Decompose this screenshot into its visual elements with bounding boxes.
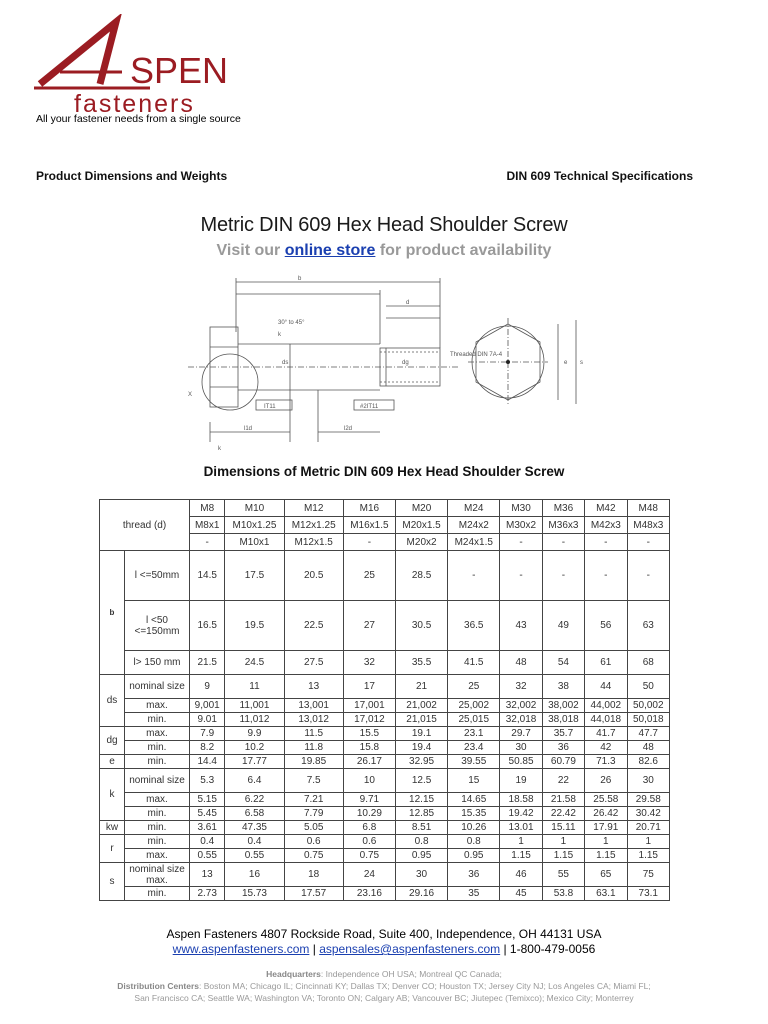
email-link[interactable]: aspensales@aspenfasteners.com — [319, 942, 501, 956]
thread-cell: M48 — [627, 500, 669, 517]
table-cell: 13,012 — [284, 713, 343, 727]
table-row — [100, 699, 670, 713]
table-cell: 24.5 — [225, 651, 284, 675]
dim-label-l1d: l1d — [244, 426, 253, 432]
table-cell: 75 — [627, 863, 669, 887]
row-label: min. — [125, 887, 190, 901]
tagline: All your fastener needs from a single source — [36, 113, 241, 125]
thread-cell: M10x1 — [225, 534, 284, 551]
table-row — [100, 863, 670, 887]
table-cell: 35.7 — [542, 727, 584, 741]
table-cell: 22.42 — [542, 807, 584, 821]
group-label: r — [100, 835, 125, 863]
table-cell: 35.5 — [395, 651, 447, 675]
table-cell: 14.5 — [190, 551, 225, 601]
table-cell: 1.15 — [500, 849, 542, 863]
table-cell: 44,018 — [585, 713, 627, 727]
table-cell: 0.6 — [284, 835, 343, 849]
table-cell: 23.1 — [448, 727, 500, 741]
detail-label-x: X — [188, 392, 193, 398]
table-row — [100, 887, 670, 901]
table-cell: 46 — [500, 863, 542, 887]
row-label: l> 150 mm — [125, 651, 190, 675]
table-cell: 22.5 — [284, 601, 343, 651]
thread-cell: M16x1.5 — [343, 517, 395, 534]
thread-cell: - — [500, 534, 542, 551]
table-cell: 3.61 — [190, 821, 225, 835]
table-cell: 36 — [448, 863, 500, 887]
table-cell: 38 — [542, 675, 584, 699]
table-cell: 16 — [225, 863, 284, 887]
table-cell: 15.35 — [448, 807, 500, 821]
table-cell: 25.58 — [585, 793, 627, 807]
page-title: Metric DIN 609 Hex Head Shoulder Screw — [200, 214, 568, 236]
table-cell: 17.5 — [225, 551, 284, 601]
table-cell: 48 — [627, 741, 669, 755]
table-cell: 2.73 — [190, 887, 225, 901]
table-cell: 0.95 — [448, 849, 500, 863]
table-cell: 25,015 — [448, 713, 500, 727]
table-row — [100, 551, 670, 601]
row-label: max. — [125, 849, 190, 863]
table-cell: 17.77 — [225, 755, 284, 769]
table-cell: 63.1 — [585, 887, 627, 901]
table-row — [100, 651, 670, 675]
tolerance-2it11: #2IT11 — [360, 404, 379, 410]
table-cell: 0.8 — [395, 835, 447, 849]
table-cell: 5.05 — [284, 821, 343, 835]
table-cell: 1 — [585, 835, 627, 849]
table-cell: 0.75 — [343, 849, 395, 863]
logo-word: SPEN — [130, 50, 229, 91]
table-cell: 32,018 — [500, 713, 542, 727]
row-label: l <=50mm — [125, 551, 190, 601]
table-row — [100, 807, 670, 821]
footer-address: Aspen Fasteners 4807 Rockside Road, Suite 400, Independence, OH 44131 USA — [166, 927, 602, 941]
row-label: max. — [125, 727, 190, 741]
thread-cell: M16 — [343, 500, 395, 517]
table-cell: 14.65 — [448, 793, 500, 807]
table-cell: 13,001 — [284, 699, 343, 713]
thread-row — [100, 500, 670, 517]
table-cell: 6.58 — [225, 807, 284, 821]
table-cell: 16.5 — [190, 601, 225, 651]
thread-cell: M24x2 — [448, 517, 500, 534]
table-cell: 1.15 — [585, 849, 627, 863]
row-label: nominal size — [125, 769, 190, 793]
table-cell: 15.5 — [343, 727, 395, 741]
table-cell: 23.4 — [448, 741, 500, 755]
row-label: l <50 <=150mm — [125, 601, 190, 651]
thread-cell: M30x2 — [500, 517, 542, 534]
thread-cell: M12x1.25 — [284, 517, 343, 534]
table-cell: 32.95 — [395, 755, 447, 769]
table-cell: - — [585, 551, 627, 601]
table-cell: 21.58 — [542, 793, 584, 807]
table-cell: 24 — [343, 863, 395, 887]
thread-cell: - — [190, 534, 225, 551]
table-cell: 19.4 — [395, 741, 447, 755]
table-row — [100, 835, 670, 849]
thread-cell: M8x1 — [190, 517, 225, 534]
table-cell: 9.9 — [225, 727, 284, 741]
table-cell: 17,001 — [343, 699, 395, 713]
table-cell: 11.8 — [284, 741, 343, 755]
thread-cell: M10x1.25 — [225, 517, 284, 534]
footer-contact — [0, 942, 768, 956]
table-cell: 56 — [585, 601, 627, 651]
table-cell: 53.8 — [542, 887, 584, 901]
thread-cell: M36 — [542, 500, 584, 517]
footer-headquarters — [0, 969, 768, 979]
thread-cell: M20x2 — [395, 534, 447, 551]
thread-cell: M30 — [500, 500, 542, 517]
table-cell: 36.5 — [448, 601, 500, 651]
table-cell: 30 — [500, 741, 542, 755]
table-cell: 30 — [395, 863, 447, 887]
table-cell: 11,001 — [225, 699, 284, 713]
group-label: b — [100, 551, 125, 675]
row-label: min. — [125, 713, 190, 727]
table-cell: 30 — [627, 769, 669, 793]
table-cell: 82.6 — [627, 755, 669, 769]
table-cell: 45 — [500, 887, 542, 901]
table-cell: 50 — [627, 675, 669, 699]
technical-drawing — [168, 272, 598, 454]
thread-cell: M24 — [448, 500, 500, 517]
dim-label-k2: k — [278, 332, 281, 338]
table-cell: 17.57 — [284, 887, 343, 901]
table-cell: 0.55 — [190, 849, 225, 863]
thread-label: thread (d) — [100, 500, 190, 551]
table-cell: 41.7 — [585, 727, 627, 741]
row-label: nominal size — [125, 675, 190, 699]
table-cell: 0.55 — [225, 849, 284, 863]
header-right: DIN 609 Technical Specifications — [506, 169, 693, 183]
table-cell: 23.16 — [343, 887, 395, 901]
table-cell: 28.5 — [395, 551, 447, 601]
table-cell: 9.01 — [190, 713, 225, 727]
visit-suffix: for product availability — [375, 242, 552, 259]
table-cell: 29.16 — [395, 887, 447, 901]
table-cell: 32 — [500, 675, 542, 699]
table-cell: 13 — [190, 863, 225, 887]
table-cell: 14.4 — [190, 755, 225, 769]
table-cell: - — [500, 551, 542, 601]
thread-cell: - — [585, 534, 627, 551]
table-cell: 20.5 — [284, 551, 343, 601]
table-cell: 26.17 — [343, 755, 395, 769]
table-cell: 5.45 — [190, 807, 225, 821]
table-cell: 47.35 — [225, 821, 284, 835]
table-cell: 15.73 — [225, 887, 284, 901]
footer-phone: | 1-800-479-0056 — [500, 942, 596, 956]
row-label: min. — [125, 821, 190, 835]
table-row — [100, 601, 670, 651]
table-cell: 0.4 — [225, 835, 284, 849]
table-cell: 42 — [585, 741, 627, 755]
table-cell: 26.42 — [585, 807, 627, 821]
online-store-link[interactable]: online store — [284, 242, 376, 259]
table-row — [100, 793, 670, 807]
table-cell: 1.15 — [542, 849, 584, 863]
thread-cell: - — [343, 534, 395, 551]
row-label: nominal size max. — [125, 863, 190, 887]
table-cell: 9.71 — [343, 793, 395, 807]
table-cell: 41.5 — [448, 651, 500, 675]
table-cell: 73.1 — [627, 887, 669, 901]
thread-cell: M12x1.5 — [284, 534, 343, 551]
table-row — [100, 727, 670, 741]
table-cell: 38,002 — [542, 699, 584, 713]
table-cell: 65 — [585, 863, 627, 887]
table-cell: 21,015 — [395, 713, 447, 727]
table-cell: 15.11 — [542, 821, 584, 835]
table-cell: 26 — [585, 769, 627, 793]
table-cell: 1 — [627, 835, 669, 849]
table-cell: 10 — [343, 769, 395, 793]
visit-prefix: Visit our — [216, 242, 285, 259]
table-cell: 12.85 — [395, 807, 447, 821]
table-cell: - — [542, 551, 584, 601]
table-cell: 27.5 — [284, 651, 343, 675]
table-cell: 39.55 — [448, 755, 500, 769]
thread-cell: M24x1.5 — [448, 534, 500, 551]
dim-label-b: b — [298, 276, 302, 282]
row-label: max. — [125, 793, 190, 807]
thread-cell: - — [627, 534, 669, 551]
table-cell: 18 — [284, 863, 343, 887]
table-cell: - — [627, 551, 669, 601]
footer-sep: | — [309, 942, 320, 956]
table-cell: 29.7 — [500, 727, 542, 741]
dimensions-table — [99, 499, 670, 901]
dim-label-d: d — [406, 300, 410, 306]
thread-cell: M48x3 — [627, 517, 669, 534]
table-cell: 9,001 — [190, 699, 225, 713]
table-cell: 25,002 — [448, 699, 500, 713]
table-cell: 11 — [225, 675, 284, 699]
table-cell: 7.9 — [190, 727, 225, 741]
dim-label-l2d: l2d — [344, 426, 353, 432]
table-cell: 27 — [343, 601, 395, 651]
table-cell: 13 — [284, 675, 343, 699]
table-cell: 0.8 — [448, 835, 500, 849]
table-cell: - — [448, 551, 500, 601]
table-cell: 50.85 — [500, 755, 542, 769]
chamfer-note: 30° to 45° — [278, 320, 305, 326]
table-cell: 1 — [542, 835, 584, 849]
table-cell: 18.58 — [500, 793, 542, 807]
thread-cell: M20 — [395, 500, 447, 517]
table-cell: 71.3 — [585, 755, 627, 769]
thread-cell: M8 — [190, 500, 225, 517]
group-label: e — [100, 755, 125, 769]
table-cell: 36 — [542, 741, 584, 755]
footer-distribution-2: San Francisco CA; Seattle WA; Washington VA; Toronto ON; Calgary AB; Vancouver BC; Jiutepec (Temixco); Mexico City; Monterrey — [134, 993, 634, 1003]
dc-label: Distribution Centers — [117, 981, 199, 991]
row-label: min. — [125, 807, 190, 821]
group-label: kw — [100, 821, 125, 835]
table-cell: 0.75 — [284, 849, 343, 863]
table-cell: 32,002 — [500, 699, 542, 713]
thread-cell: M12 — [284, 500, 343, 517]
dim-label-k: k — [218, 446, 221, 452]
table-cell: 50,018 — [627, 713, 669, 727]
table-row — [100, 849, 670, 863]
logo-sub: fasteners — [74, 90, 195, 118]
dc-text: : Boston MA; Chicago IL; Cincinnati KY; Dallas TX; Denver CO; Houston TX; Jersey City NJ; Los Angeles CA; Miami FL; — [199, 981, 651, 991]
table-cell: 12.5 — [395, 769, 447, 793]
table-cell: 5.3 — [190, 769, 225, 793]
table-cell: 60.79 — [542, 755, 584, 769]
thread-cell: M36x3 — [542, 517, 584, 534]
thread-cell: M20x1.5 — [395, 517, 447, 534]
table-cell: 1.15 — [627, 849, 669, 863]
table-cell: 9 — [190, 675, 225, 699]
row-label: min. — [125, 835, 190, 849]
table-cell: 0.4 — [190, 835, 225, 849]
header-left: Product Dimensions and Weights — [36, 169, 228, 183]
table-cell: 38,018 — [542, 713, 584, 727]
table-cell: 17.91 — [585, 821, 627, 835]
table-cell: 13.01 — [500, 821, 542, 835]
group-label: ds — [100, 675, 125, 727]
dim-label-s: s — [580, 360, 583, 366]
table-cell: 19.1 — [395, 727, 447, 741]
table-cell: 17 — [343, 675, 395, 699]
table-cell: 12.15 — [395, 793, 447, 807]
table-cell: 44 — [585, 675, 627, 699]
row-label: max. — [125, 699, 190, 713]
table-cell: 49 — [542, 601, 584, 651]
table-cell: 61 — [585, 651, 627, 675]
table-cell: 55 — [542, 863, 584, 887]
table-cell: 48 — [500, 651, 542, 675]
table-cell: 11,012 — [225, 713, 284, 727]
hq-text: : Independence OH USA; Montreal QC Canada; — [320, 969, 502, 979]
table-cell: 15 — [448, 769, 500, 793]
threaded-note: Threaded DIN 7A-4 — [450, 352, 503, 358]
table-cell: 10.26 — [448, 821, 500, 835]
table-cell: 5.15 — [190, 793, 225, 807]
table-cell: 17,012 — [343, 713, 395, 727]
table-row — [100, 821, 670, 835]
thread-cell: - — [542, 534, 584, 551]
table-cell: 7.21 — [284, 793, 343, 807]
table-cell: 19.85 — [284, 755, 343, 769]
hq-label: Headquarters — [266, 969, 321, 979]
table-cell: 10.29 — [343, 807, 395, 821]
table-cell: 7.5 — [284, 769, 343, 793]
table-cell: 47.7 — [627, 727, 669, 741]
visit-line — [0, 242, 768, 260]
table-cell: 6.22 — [225, 793, 284, 807]
row-label: min. — [125, 741, 190, 755]
table-cell: 8.51 — [395, 821, 447, 835]
table-cell: 22 — [542, 769, 584, 793]
table-cell: 50,002 — [627, 699, 669, 713]
website-link[interactable]: www.aspenfasteners.com — [172, 942, 310, 956]
table-cell: 11.5 — [284, 727, 343, 741]
table-row — [100, 675, 670, 699]
table-row — [100, 713, 670, 727]
table-cell: 21,002 — [395, 699, 447, 713]
group-label: k — [100, 769, 125, 821]
table-cell: 19.5 — [225, 601, 284, 651]
table-cell: 29.58 — [627, 793, 669, 807]
table-cell: 25 — [448, 675, 500, 699]
table-cell: 6.8 — [343, 821, 395, 835]
aspen-fasteners-logo — [30, 14, 260, 118]
table-cell: 30.42 — [627, 807, 669, 821]
table-title: Dimensions of Metric DIN 609 Hex Head Shoulder Screw — [203, 464, 565, 479]
dim-label-dg: dg — [402, 360, 409, 366]
table-cell: 10.2 — [225, 741, 284, 755]
group-label: dg — [100, 727, 125, 755]
table-cell: 8.2 — [190, 741, 225, 755]
table-cell: 25 — [343, 551, 395, 601]
table-cell: 68 — [627, 651, 669, 675]
dim-label-e: e — [564, 360, 568, 366]
table-cell: 21.5 — [190, 651, 225, 675]
table-cell: 63 — [627, 601, 669, 651]
table-cell: 30.5 — [395, 601, 447, 651]
table-cell: 43 — [500, 601, 542, 651]
table-row — [100, 741, 670, 755]
table-row — [100, 755, 670, 769]
tolerance-it11: IT11 — [264, 404, 276, 410]
table-cell: 19 — [500, 769, 542, 793]
footer-distribution — [0, 981, 768, 991]
table-cell: 0.95 — [395, 849, 447, 863]
row-label: min. — [125, 755, 190, 769]
table-cell: 21 — [395, 675, 447, 699]
dim-label-ds: ds — [282, 360, 289, 366]
table-cell: 6.4 — [225, 769, 284, 793]
table-row — [100, 769, 670, 793]
table-cell: 32 — [343, 651, 395, 675]
thread-cell: M10 — [225, 500, 284, 517]
table-cell: 15.8 — [343, 741, 395, 755]
group-label: s — [100, 863, 125, 901]
thread-cell: M42 — [585, 500, 627, 517]
table-cell: 0.6 — [343, 835, 395, 849]
thread-cell: M42x3 — [585, 517, 627, 534]
table-cell: 20.71 — [627, 821, 669, 835]
table-cell: 35 — [448, 887, 500, 901]
table-cell: 54 — [542, 651, 584, 675]
table-cell: 7.79 — [284, 807, 343, 821]
table-cell: 44,002 — [585, 699, 627, 713]
table-cell: 19.42 — [500, 807, 542, 821]
table-cell: 1 — [500, 835, 542, 849]
